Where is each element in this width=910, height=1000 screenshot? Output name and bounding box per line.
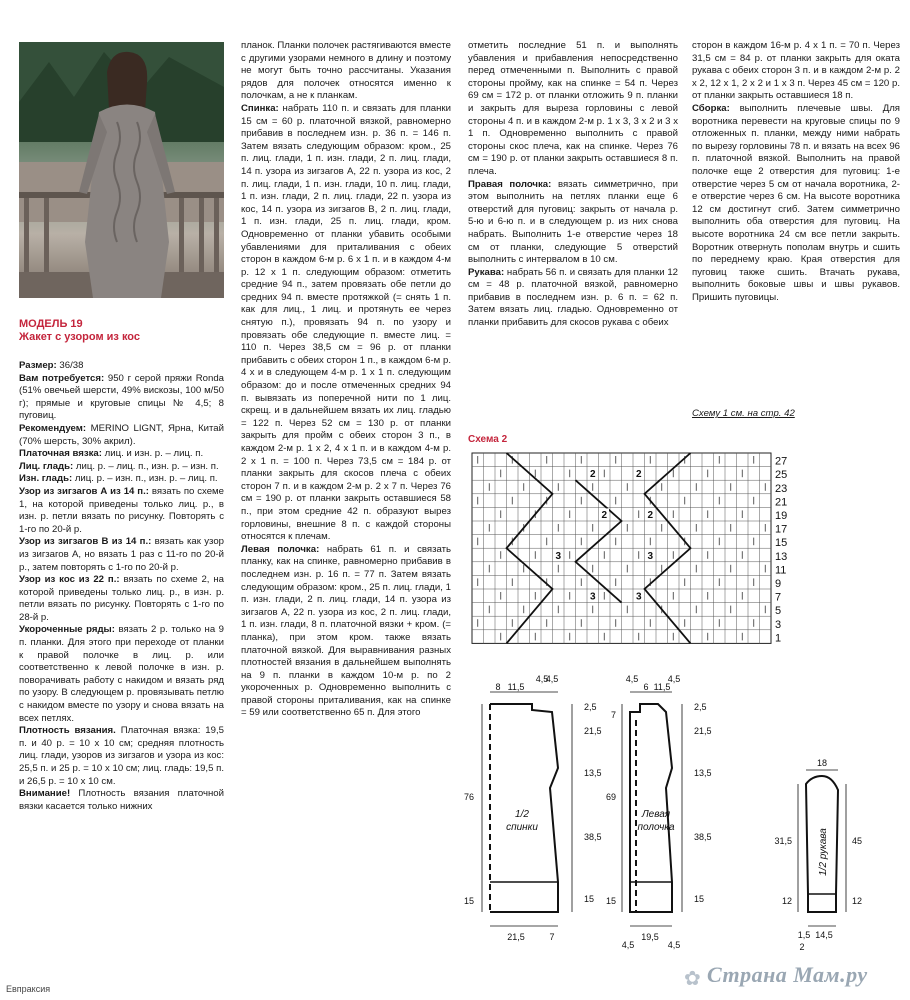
schema2-chart: [470, 450, 800, 650]
dimension-label: 4,5: [667, 940, 681, 950]
paragraph: [19, 624, 224, 725]
back-label: 1/2: [515, 809, 529, 820]
schema2-mark: 3: [635, 591, 642, 603]
paragraph-text: сторон в каждом 16-м р. 4 х 1 п. = 70 п. Через 31,5 см = 84 р. от планки закрыть для оката рукава с обеих сторон 3 п. и в каждом 2-м р. 2 х 2, 12 х 1, 2 х 2 и 1 х 3 п. Через 45 см = 120 р. от планки закрыть оставшиеся 18 п.: [692, 40, 900, 102]
dimension-label: 76: [463, 792, 474, 802]
schema2-mark: 2: [589, 469, 596, 481]
row-number: 11: [775, 564, 787, 577]
dimension-label: 18: [816, 758, 828, 768]
paragraph: [19, 423, 224, 448]
paragraph: [241, 544, 451, 720]
row-number: 7: [775, 591, 782, 604]
paragraph: [19, 473, 224, 486]
paragraph-text: вязать как узор из зигзагов А, но вязать 1 раз с 11-го по 20-й р., затем повторять с 1-го по 20-й р.: [19, 536, 224, 573]
schema2-mark: 2: [647, 510, 654, 521]
dimension-label: 15: [605, 896, 616, 906]
dimension-label: 21,5: [694, 726, 712, 736]
paragraph-heading: Узор из зигзагов А из 14 п.:: [19, 485, 149, 497]
flower-icon: ✿: [684, 968, 701, 990]
dimension-label: 7: [549, 932, 555, 942]
schema-reference: Схему 1 см. на стр. 42: [692, 408, 795, 419]
dimension-label: 13,5: [694, 768, 712, 778]
paragraph-heading: Рекомендуем:: [19, 422, 87, 434]
paragraph-text: MERINO LIGNT, Ярна, Китай (70% шерсть, 30% акрил).: [19, 422, 224, 447]
paragraph-text: вязать 2 р. только на 9 п. планки. Для этого при переходе от планки к правой полочке в лиц. р. или соответственно к левой полочке в изн. р. поворачивать работу с накидом и вязать ряд по узору. В следующем р. провязывать петлю с накидом вместе по узору и снова вязать на всех петлях.: [19, 624, 224, 724]
paragraph-heading: Лиц. гладь:: [19, 460, 74, 472]
paragraph-text: Плотность вязания платочной вязки касается только нижних: [19, 788, 224, 812]
paragraph-heading: Платочная вязка:: [19, 448, 102, 460]
paragraph-text: вязать по схеме 2, на которой приведены только лиц. р., в изн. р. петли вязать по рисунку. Повторять с 1-го по 28-й р.: [19, 574, 224, 623]
paragraph-text: отметить последние 51 п. и выполнять убавления и прибавления непосредственно перед отмеченными п. Выполнить с правой стороны пройму, как на спинке = 54 п. Через 69 см = 172 р. от планки отложить 9 п. планки и закрыть для выреза горловины с левой стороны 4 п. и в каждом 2-м р. 1 х 3, 3 х 2 и 3 х 1 п. Одновременно выполнить с правой стороны скос плеча, как на спинке. Через 76 см = 190 р. от планки закрыть оставшиеся 8 п. плеча.: [468, 40, 678, 177]
dimension-label: 21,5: [584, 726, 602, 736]
paragraph-heading: Размер:: [19, 360, 57, 371]
dimension-label: 4,5: [535, 674, 549, 684]
row-number: 13: [775, 550, 788, 563]
text-column-2: [241, 40, 451, 720]
paragraph: [19, 574, 224, 624]
row-number: 17: [775, 523, 788, 536]
paragraph-heading: Сборка:: [692, 102, 730, 114]
text-column-1: [19, 360, 224, 813]
dimension-label: 12: [852, 896, 863, 906]
paragraph: [19, 448, 224, 461]
paragraph-heading: Правая полочка:: [468, 178, 552, 190]
model-name: Жакет с узором из кос: [19, 331, 140, 343]
row-number: 25: [775, 469, 788, 482]
back-label: спинки: [506, 822, 538, 833]
paragraph: [19, 536, 224, 574]
paragraph: [468, 179, 678, 267]
dimension-label: 12: [781, 896, 792, 906]
row-number: 19: [775, 510, 788, 522]
front-label: полочка: [637, 822, 675, 833]
paragraph: [468, 40, 678, 179]
dimension-label: 45: [852, 836, 863, 846]
dimension-label: 4,5: [625, 674, 639, 684]
dimension-label: 2,5: [584, 702, 597, 712]
paragraph: [692, 40, 900, 103]
paragraph-heading: Узор из кос из 22 п.:: [19, 574, 120, 586]
dimension-label: 15: [694, 894, 705, 904]
row-number: 27: [775, 455, 788, 468]
paragraph: [19, 725, 224, 788]
schema2-mark: 3: [647, 550, 654, 562]
schema2-mark: 2: [635, 469, 642, 481]
paragraph-heading: Левая полочка:: [241, 543, 320, 555]
dimension-label: 6: [643, 682, 649, 692]
paragraph-heading: Внимание!: [19, 788, 71, 800]
dimension-label: 2: [799, 942, 805, 952]
garment-patterns: [460, 672, 880, 957]
footer-author: Евпраксия: [6, 984, 51, 994]
paragraph-text: 950 г серой пряжи Ronda (51% овечьей шерсти, 49% вискозы, 100 м/50 г); прямые и круговые спицы № 4,5; 8 пуговиц.: [19, 372, 224, 422]
dimension-label: 14,5: [815, 930, 833, 940]
dimension-label: 13,5: [584, 768, 602, 778]
paragraph-text: лиц. и изн. р. – лиц. п.: [101, 448, 204, 460]
paragraph-heading: Вам потребуется:: [19, 372, 105, 384]
model-number: МОДЕЛЬ 19: [19, 318, 83, 330]
dimension-label: 8: [495, 682, 501, 692]
paragraph-heading: Узор из зигзагов В из 14 п.:: [19, 536, 152, 548]
row-number: 23: [775, 482, 788, 495]
dimension-label: 15: [584, 894, 595, 904]
dimension-label: 11,5: [507, 682, 525, 692]
row-number: 15: [775, 537, 788, 550]
paragraph-text: лиц. р. – лиц. п., изн. р. – изн. п.: [73, 460, 219, 472]
dimension-label: 19,5: [641, 932, 659, 942]
paragraph: [692, 103, 900, 305]
schema-reference-block: [692, 408, 900, 421]
paragraph-text: набрать 110 п. и связать для планки 15 см = 60 р. платочной вязкой, равномерно прибавив в последнем изн. р. 36 п. = 146 п. Затем вязать следующим образом: кром., 25 п. лиц. глади, 1 п. изн. глади, 2 п. лиц. глади, 14 п. узора из зигзагов А, 22 п. узора из кос, 2 п. лиц. глади, 1 п. изн. глади, 10 п. лиц. глади, 1 п. изн. глади, 2 п. лиц. глади, 22 п. узора из кос, 14 п. узора из зигзагов В, 2 п. лиц. глади, 1 п. изн. глади, 25 п. лиц. глади, кром. Одновременно от планки убавить особыми убавлениями для приталивания с обеих сторон в каждом 6-м р. 6 х 1 п. и в каждом 4-м р. 12 х 1 п. следующим образом: отметить средние 94 п., затем провязать обе петли до средних 94 п. вместе протяжкой (= снять 1 п. как для лиц., 1 лиц. и протянуть ее через снятую п.), провязать 94 п. по узору и провязать обе следующие п. вместе лиц. = 110 п. Через 38,5 см = 96 р. от планки прибавить с обеих сторон 1 п., в каждом 6-м р. 4 х и в следующем 4-м р. 1 х 1 п. следующим образом: до и после отмеченных средних 94 п. вывязать из поперечной нити по 1 лиц. скрещ. и в дальнейшем вязать их лиц. гладью = 122 п. Через 52 см = 130 р. от планки закрыть для пройм с обеих сторон 3 п., в каждом 2-м р. 1 х 2, 4 х 1 п. и в каждом 4-м р. 2 х 1 п. = 100 п. Через 73,5 см = 184 р. от планки закрыть для скосов плеча с обеих сторон 7 п. и в каждом 2-м р. 2 х 7 п. Через 76 см = 190 р. от планки закрыть оставшиеся 58 п., при этом средние 42 п. образуют вырез горловины, внешние 8 п. с каждой стороны относятся к плечам.: [241, 102, 451, 543]
paragraph: [19, 486, 224, 536]
front-label: Левая: [641, 809, 671, 820]
dimension-label: 1,5: [797, 930, 811, 940]
paragraph: [241, 40, 451, 103]
dimension-label: 15: [463, 896, 474, 906]
row-number: 5: [775, 605, 782, 618]
paragraph: [19, 788, 224, 813]
paragraph-heading: Укороченные ряды:: [19, 624, 115, 636]
paragraph: [19, 360, 224, 373]
dimension-label: 4,5: [621, 940, 635, 950]
dimension-label: 38,5: [694, 832, 712, 842]
paragraph-heading: Плотность вязания.: [19, 725, 116, 737]
paragraph-heading: Спинка:: [241, 102, 279, 114]
paragraph-text: набрать 56 п. и связать для планки 12 см = 48 р. платочной вязкой, равномерно прибавив в последнем изн. р. 6 п. = 62 п. Затем вязать лиц. гладью. Одновременно от планки прибавить для скосов рукава с обеих: [468, 266, 678, 329]
back-outline: [490, 704, 558, 912]
schema2-title: Схема 2: [468, 434, 508, 445]
dimension-label: 4,5: [667, 674, 681, 684]
model-photo: [19, 42, 224, 298]
dimension-label: 4,5: [545, 674, 559, 684]
paragraph: [19, 373, 224, 423]
schema2-mark: 3: [555, 550, 562, 562]
paragraph-text: выполнить плечевые швы. Для воротника перевести на круговые спицы по 9 отложенных п. планки, между ними набрать по вырезу горловины 78 п. и вязать на всех 96 п. платочной вязкой. Выполнить на правой полочке еще 2 отверстия для пуговиц: 1-е отверстие через 5 см от начала воротника, 2-е отверстие через 6 см. На высоте воротника 12 см достигнут сгиб. Затем симметрично выполнить оба отверстия для пуговиц. На высоте воротника 24 см все петли закрыть. Воротник отвернуть пополам внутрь и сшить по переднему краю. Края отверстия для пуговиц также сшить. Втачать рукава, выполнить боковые швы и швы рукавов. Пришить пуговицы.: [692, 102, 900, 303]
paragraph-heading: Рукава:: [468, 266, 505, 278]
row-number: 3: [775, 618, 782, 631]
text-column-4: [692, 40, 900, 304]
paragraph-text: вязать симметрично, при этом выполнить на петлях планки еще 6 отверстий для пуговиц: закрыть от начала р. 5-ю и 6-ю п. и в следующем р. из них снова набрать. Выполнить 1-е отверстие через 18 см от планки, следующие 5 отверстий выполнить с интервалом в 10 см.: [468, 178, 678, 266]
paragraph-heading: Изн. гладь:: [19, 473, 73, 485]
paragraph-text: планок. Планки полочек растягиваются вместе с другими узорами немного в длину и поэтому не могут быть точно рассчитаны. Указания рядов для полочек относятся именно к полочкам, а не к планкам.: [241, 40, 451, 102]
paragraph-text: вязать по схеме 1, на которой приведены только лиц. р., в изн. р. петли вязать по рисунку. Повторять с 1-го по 20-й р.: [19, 485, 224, 535]
paragraph-text: лиц. р. – изн. п., изн. р. – лиц. п.: [72, 473, 218, 485]
dimension-label: 69: [605, 792, 616, 802]
dimension-label: 7: [610, 710, 616, 720]
row-number: 21: [775, 496, 788, 509]
paragraph-text: набрать 61 п. и связать планку, как на спинке, равномерно прибавив в последнем изн. р. 16 п. = 77 п. Затем вязать следующим образом: кром., 25 п. лиц. глади, 1 п. изн. глади, 2 п. лиц. глади, 14 п. узора из зигзагов А, 22 п. узора из кос, 2 п. лиц. глади, 1 п. изн. глади, 8 п. платочной вязки + кром. (= планка), при этом кром. также вязать платочной вязкой. Для выравнивания разных плотностей вязания в дальнейшем выполнять на 9 п. планки в каждом 10-м р. по 2 укороченных р. Одновременно выполнить с правой стороны приталивания, как на спинке = 59 или соответственно 65 п. Для этого: [241, 543, 451, 719]
dimension-label: 31,5: [774, 836, 792, 846]
dimension-label: 11,5: [653, 682, 671, 692]
text-column-3: [468, 40, 678, 330]
model-title: [19, 318, 140, 344]
schema2-mark: 2: [601, 510, 608, 521]
dimension-label: 21,5: [507, 932, 525, 942]
dimension-label: 2,5: [694, 702, 707, 712]
schema2-mark: 3: [589, 591, 596, 603]
site-logo: Страна Мам.ру: [707, 962, 868, 987]
row-number: 9: [775, 578, 782, 590]
paragraph: [468, 267, 678, 330]
row-number: 1: [775, 632, 782, 645]
paragraph-text: Платочная вязка: 19,5 п. и 40 р. = 10 х 10 см; средняя плотность лиц. глади, узоров из зигзагов и узора из кос: 25,5 п. и 25 р. = 10 х 10 см; лиц. гладь: 19,5 п. и 26,5 р. = 10 х 10 см.: [19, 725, 224, 787]
model-photo-illustration: [19, 42, 224, 298]
paragraph-text: 36/38: [56, 360, 84, 371]
paragraph: [19, 461, 224, 474]
sleeve-label: 1/2 рукава: [818, 828, 829, 876]
paragraph: [241, 103, 451, 544]
dimension-label: 38,5: [584, 832, 602, 842]
